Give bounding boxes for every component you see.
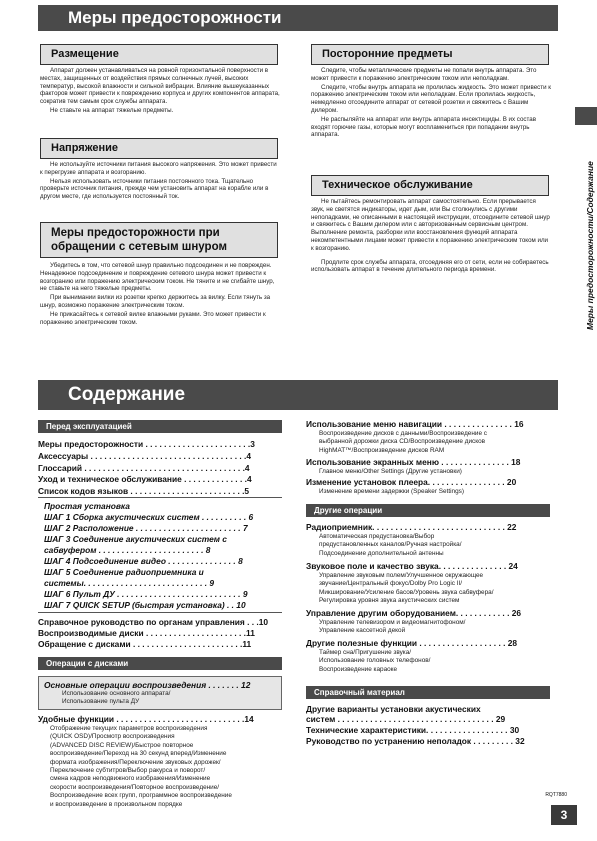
toc-head-before-use: Перед эксплуатацией xyxy=(38,420,282,433)
toc-item[interactable]: Уход и техническое обслуживание . . . . . . . . . . . . . .4 xyxy=(38,474,252,484)
section-foreign-title: Посторонние предметы xyxy=(311,44,549,65)
toc-sub-line: Таймер сна/Пригушение звука/ xyxy=(319,649,412,656)
section-cord-title: Меры предосторожности при обращении с сетевым шнуром xyxy=(40,222,278,258)
toc-sub-line: предустановленных каналов/Ручная настройка/ xyxy=(319,541,462,549)
toc-sub-line: смена кадров неподвижного изображения/Изменение xyxy=(50,775,211,783)
toc-setup-step[interactable]: ШАГ 6 Пульт ДУ . . . . . . . . . . . . . . . . . . . . . . . . . . . 9 xyxy=(44,589,248,599)
toc-item-other[interactable]: Управление другим оборудованием. . . . . . . . . . . . 26 xyxy=(306,608,522,618)
toc-item[interactable]: Справочное руководство по органам управления . . .10 xyxy=(38,617,269,627)
paragraph: Следите, чтобы внутрь аппарата не пролилась жидкость. Это может привести к поражению электрическим током или неполадкам. Если пролилась жидкость, немедленно отсоедините аппарат от сетевой розетки и свяжитесь с Вашим дилером. xyxy=(311,83,551,114)
toc-item[interactable]: Технические характеристики. . . . . . . . . . . . . . . . . . 30 xyxy=(306,725,520,735)
toc-sub-line: Управление звуковым полем/Улучшенное окружающее xyxy=(319,572,484,579)
toc-sub-line: и воспроизведение в произвольном порядке xyxy=(50,800,183,808)
section-service-title: Техническое обслуживание xyxy=(311,175,549,196)
toc-sub-line: Использование пульта ДУ xyxy=(62,698,140,706)
toc-setup-step[interactable]: ШАГ 1 Сборка акустических систем . . . . . . . . . . 6 xyxy=(44,512,254,522)
toc-item[interactable]: Меры предосторожности . . . . . . . . . . . . . . . . . . . . . . .3 xyxy=(38,439,255,449)
page-number: 3 xyxy=(551,805,577,825)
toc-sub xyxy=(319,430,487,455)
toc-sub xyxy=(319,572,494,606)
toc-item-player[interactable]: Изменение установок плеера. . . . . . . . . . . . . . . . . 20 xyxy=(306,477,517,487)
toc-sub xyxy=(319,488,464,496)
toc-item[interactable]: Руководство по устранению неполадок . . . . . . . . . 32 xyxy=(306,736,525,746)
toc-setup-step[interactable]: сабвуфером . . . . . . . . . . . . . . . . . . . . . . . 8 xyxy=(44,545,211,555)
toc-sub-line: Микширование/Усиление басов/Уровень звука сабвуфера/ xyxy=(319,588,494,596)
toc-setup-step[interactable]: системы. . . . . . . . . . . . . . . . . . . . . . . . . . . 9 xyxy=(44,578,215,588)
toc-sub-line: звучание/Центральный фокус/Dolby Pro Logic II/ xyxy=(319,580,463,588)
section-foreign-text xyxy=(311,67,551,140)
paragraph: Следите, чтобы металлические предметы не попали внутрь аппарата. Это может привести к поражению электрическим током или неполадкам. xyxy=(311,67,537,82)
paragraph: Не ставьте на аппарат тяжелые предметы. xyxy=(50,106,174,114)
section-cord-text xyxy=(40,262,280,327)
toc-sub-line: Автоматическая предустановка/Выбор xyxy=(319,533,435,540)
toc-sub-line: Переключение субтитров/Выбор ракурса и поворот/ xyxy=(50,767,206,775)
toc-item[interactable]: Список кодов языков . . . . . . . . . . . . . . . . . . . . . . . . .5 xyxy=(38,486,250,496)
toc-sub xyxy=(319,533,461,558)
toc-sub-line: Воспроизведение всех групп, программное воспроизведение xyxy=(50,792,232,800)
toc-sub xyxy=(319,619,465,636)
banner-contents: Содержание xyxy=(38,380,558,410)
banner-precautions: Меры предосторожности xyxy=(38,5,558,31)
paragraph: Не распыляйте на аппарат или внутрь аппарата инсектициды. В их состав входят горючие газы, которые могут воспламениться при попадании внутрь аппарата. xyxy=(311,115,536,139)
toc-item-useful[interactable]: Удобные функции . . . . . . . . . . . . . . . . . . . . . . . . . . . .14 xyxy=(38,714,254,724)
toc-sub-line: Воспроизведение дисков с данными/Воспроизведение с xyxy=(319,430,487,437)
sidebar-bar xyxy=(575,107,597,125)
paragraph: Не пытайтесь ремонтировать аппарат самостоятельно. Если прерывается звук, не светятся индикаторы, идет дым, или Вы столкнулись с другими неполадками, не описанными в настоящей инструкции, отсоедините сетевой шнур и свяжитесь с Вашим дилером или с авторизованным сервисным центром. Выполнение ремонта, разборки или восстановления функций аппарата некомпетентными лицами может привести к поражению электрическим током или к возгоранию. xyxy=(311,198,550,252)
section-voltage-title: Напряжение xyxy=(40,138,278,159)
section-placement-title: Размещение xyxy=(40,44,278,65)
toc-setup-title: Простая установка xyxy=(44,501,130,511)
toc-item[interactable]: Аксессуары . . . . . . . . . . . . . . . . . . . . . . . . . . . . . . . . . .4 xyxy=(38,451,252,461)
model-code: RQT7880 xyxy=(545,792,567,798)
paragraph: Не используйте источники питания высокого напряжения. Это может привести к перегрузке аппарата и возгоранию. xyxy=(40,161,277,176)
rule xyxy=(38,612,282,613)
toc-setup-step[interactable]: ШАГ 4 Подсоединение видео . . . . . . . . . . . . . . . 8 xyxy=(44,556,243,566)
paragraph: При вынимании вилки из розетки крепко держитесь за вилку. Если тянуть за шнур, возможно поражение электрическим током. xyxy=(40,294,271,309)
rule xyxy=(38,497,282,498)
toc-sub-line: Изменение времени задержки (Speaker Settings) xyxy=(319,488,464,495)
paragraph: Убедитесь в том, что сетевой шнур правильно подсоединен и не поврежден. Ненадежное подсоединение и повреждение сетевого шнура может привести к возгоранию или поражению электрическим током. Не тяните и не сгибайте шнур, не ставьте на него тяжелые предметы. xyxy=(40,262,275,293)
sidebar-label: Меры предосторожности/Содержание xyxy=(585,161,595,330)
toc-setup-step[interactable]: ШАГ 7 QUICK SETUP (быстрая установка) . . 10 xyxy=(44,600,246,610)
toc-item-functions[interactable]: Другие полезные функции . . . . . . . . . . . . . . . . . . . 28 xyxy=(306,638,518,648)
toc-item[interactable]: Обращение с дисками . . . . . . . . . . . . . . . . . . . . . . . .11 xyxy=(38,639,252,649)
toc-sub xyxy=(319,468,462,476)
toc-sub-line: Использование головных телефонов/ xyxy=(319,657,431,665)
toc-sub-line: Отображение текущих параметров воспроизведения xyxy=(50,725,208,732)
toc-sub-line: выбранной дорожки диска CD/Воспроизведение дисков xyxy=(319,438,486,446)
toc-setup-step[interactable]: ШАГ 2 Расположение . . . . . . . . . . . . . . . . . . . . . . . 7 xyxy=(44,523,248,533)
toc-head-disc-ops: Операции с дисками xyxy=(38,657,282,670)
paragraph: Продлите срок службы аппарата, отсоединяя его от сети, если не собираетесь использовать аппарат в течение длительного периода времени. xyxy=(311,258,549,274)
toc-sub-line: скорости воспроизведения/Повторное воспроизведение/ xyxy=(50,783,220,791)
toc-sub-line: воспроизведение/Переход на 30 секунд вперед/Изменение xyxy=(50,750,227,758)
toc-item-nav[interactable]: Использование меню навигации . . . . . . . . . . . . . . . 16 xyxy=(306,419,524,429)
toc-sub-line: Главное меню/Other Settings (Другие установки) xyxy=(319,468,462,475)
paragraph: Аппарат должен устанавливаться на ровной горизонтальной поверхности в местах, защищенных от воздействия прямых солнечных лучей, высоких температур, высокой влажности и сильной вибрации. Влияние вышеуказанных факторов может привести к повреждению корпуса и других компонентов аппарата, сократив тем самым срок службы аппарата. xyxy=(40,67,280,106)
toc-sub-line: Воспроизведение караоке xyxy=(319,665,398,673)
toc-item[interactable]: систем . . . . . . . . . . . . . . . . . . . . . . . . . . . . . . . . . . 29 xyxy=(306,714,506,724)
toc-sub-line: Регулировка уровня звука акустических систем xyxy=(319,597,460,605)
paragraph: Нельзя использовать источники питания постоянного тока. Тщательно проверьте источник питания, прежде чем установить аппарат на корабле или в другом месте, где используется постоянный ток. xyxy=(40,177,269,201)
toc-item-menus[interactable]: Использование экранных меню . . . . . . . . . . . . . . . 18 xyxy=(306,457,521,467)
toc-sub xyxy=(319,649,430,674)
toc-setup-step[interactable]: ШАГ 5 Соединение радиоприемника и xyxy=(44,567,204,577)
toc-item[interactable]: Глоссарий . . . . . . . . . . . . . . . . . . . . . . . . . . . . . . . . . . .4 xyxy=(38,463,250,473)
toc-sub-line: (QUICK OSD)/Просмотр воспроизведения xyxy=(50,733,175,741)
toc-sub xyxy=(50,725,232,809)
toc-sub-line: Использование основного аппарата/ xyxy=(62,690,171,697)
toc-head-other-ops: Другие операции xyxy=(306,504,550,517)
toc-sub-line: формата изображения/Переключение звуковых дорожек/ xyxy=(50,758,221,766)
toc-sub-line: Подсоединение дополнительной антенны xyxy=(319,549,444,557)
toc-item[interactable]: Другие варианты установки акустических xyxy=(306,704,481,714)
paragraph: Не прикасайтесь к сетевой вилке влажными руками. Это может привести к поражению электрическим током. xyxy=(40,310,266,326)
toc-sub-line: (ADVANCED DISC REVIEW)/Быстрое повторное xyxy=(50,741,194,749)
toc-sub-line: Управление телевизором и видеомагнитофоном/ xyxy=(319,619,466,626)
toc-head-reference: Справочный материал xyxy=(306,686,550,699)
toc-setup-step[interactable]: ШАГ 3 Соединение акустических систем с xyxy=(44,534,227,544)
section-placement-text xyxy=(40,67,280,116)
toc-item-basic[interactable]: Основные операции воспроизведения . . . . . . . 12 xyxy=(44,680,251,690)
toc-item-sound[interactable]: Звуковое поле и качество звука. . . . . . . . . . . . . . . 24 xyxy=(306,561,518,571)
toc-item-radio[interactable]: Радиоприемник. . . . . . . . . . . . . . . . . . . . . . . . . . . . . 22 xyxy=(306,522,517,532)
section-voltage-text xyxy=(40,161,280,202)
toc-sub-line: Управление кассетной декой xyxy=(319,627,406,635)
toc-item[interactable]: Воспроизводимые диски . . . . . . . . . . . . . . . . . . . . . .11 xyxy=(38,628,255,638)
toc-sub xyxy=(62,690,170,707)
section-service-text xyxy=(311,198,551,275)
toc-sub-line: HighMAT™/Воспроизведение дисков RAM xyxy=(319,446,445,454)
